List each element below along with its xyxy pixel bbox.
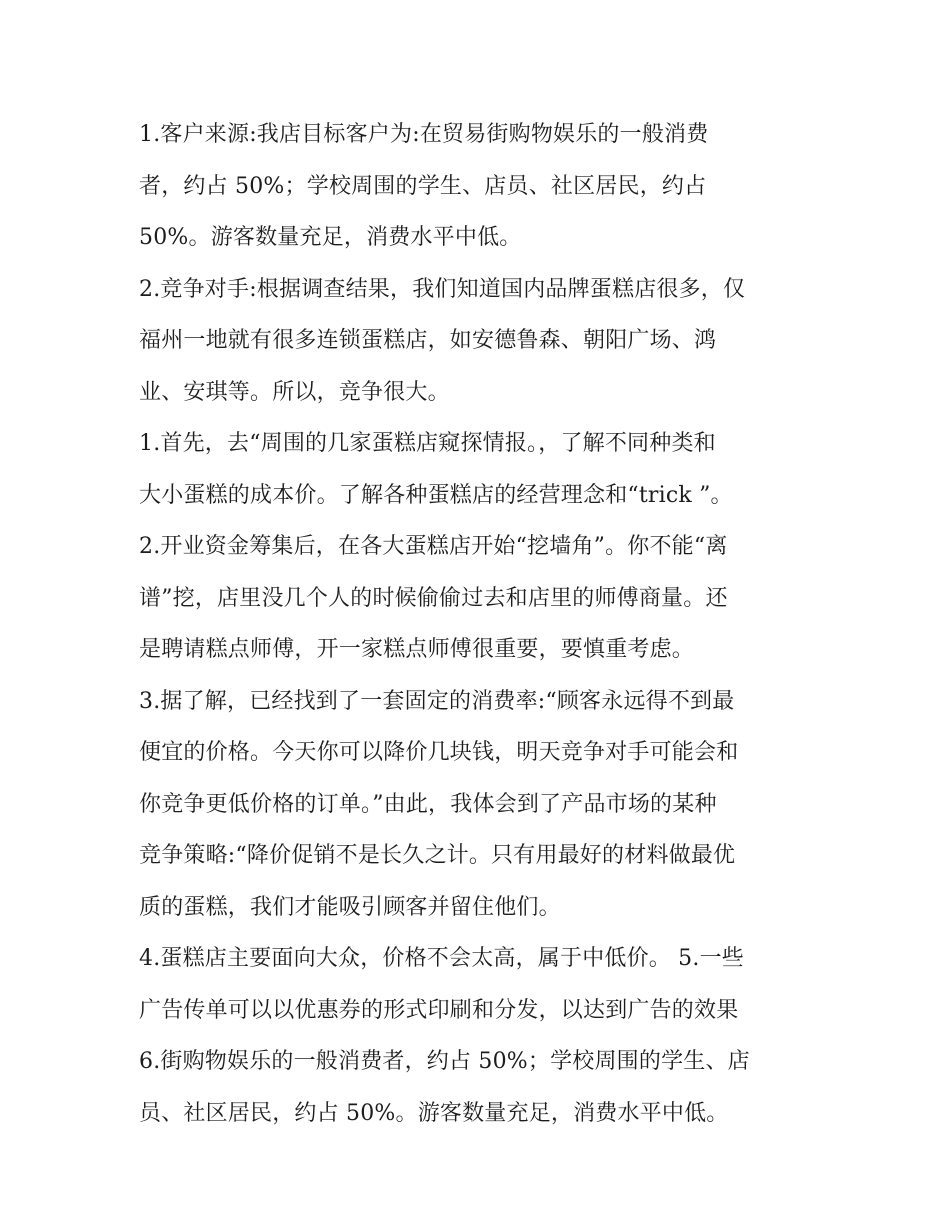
text-line: 50%。游客数量充足，消费水平中低。 — [139, 225, 522, 250]
text-line: 员、社区居民，约占 50%。游客数量充足，消费水平中低。 — [139, 1100, 729, 1126]
text-line: 4.蛋糕店主要面向大众，价格不会太高，属于中低价。 5.一些 — [139, 946, 744, 971]
text-line: 竞争策略:“降价促销不是长久之计。只有用最好的材料做最优 — [139, 843, 736, 868]
text-line: 福州一地就有很多连锁蛋糕店，如安德鲁森、朝阳广场、鸿 — [139, 328, 717, 353]
text-line: 业、安琪等。所以，竞争很大。 — [139, 379, 450, 405]
text-line: 大小蛋糕的成本价。了解各种蛋糕店的经营理念和“trick ”。 — [139, 482, 733, 508]
text-line: 6.街购物娱乐的一般消费者，约占 50%；学校周围的学生、店 — [139, 1049, 750, 1074]
text-line: 2.竞争对手:根据调查结果，我们知道国内品牌蛋糕店很多，仅 — [139, 276, 746, 302]
text-line: 谱”挖，店里没几个人的时候偷偷过去和店里的师傅商量。还 — [139, 585, 728, 611]
text-line: 2.开业资金筹集后，在各大蛋糕店开始“挖墙角”。你不能“离 — [139, 534, 728, 559]
text-line: 者，约占 50%；学校周围的学生、店员、社区居民，约占 — [139, 173, 707, 199]
text-line: 是聘请糕点师傅，开一家糕点师傅很重要，要慎重考虑。 — [139, 637, 695, 662]
text-line: 1.首先，去“周围的几家蛋糕店窥探情报。，了解不同种类和 — [139, 431, 716, 456]
text-line: 1.客户来源:我店目标客户为:在贸易街购物娱乐的一般消费 — [139, 122, 709, 147]
text-line: 广告传单可以以优惠券的形式印刷和分发，以达到广告的效果 — [139, 997, 739, 1023]
text-line: 质的蛋糕，我们才能吸引顾客并留住他们。 — [139, 894, 561, 920]
text-line: 3.据了解，已经找到了一套固定的消费率:“顾客永远得不到最 — [139, 688, 735, 714]
text-line: 便宜的价格。今天你可以降价几块钱，明天竞争对手可能会和 — [139, 740, 739, 765]
text-line: 你竞争更低价格的订单。”由此，我体会到了产品市场的某种 — [139, 791, 717, 817]
document-body — [139, 109, 829, 1139]
